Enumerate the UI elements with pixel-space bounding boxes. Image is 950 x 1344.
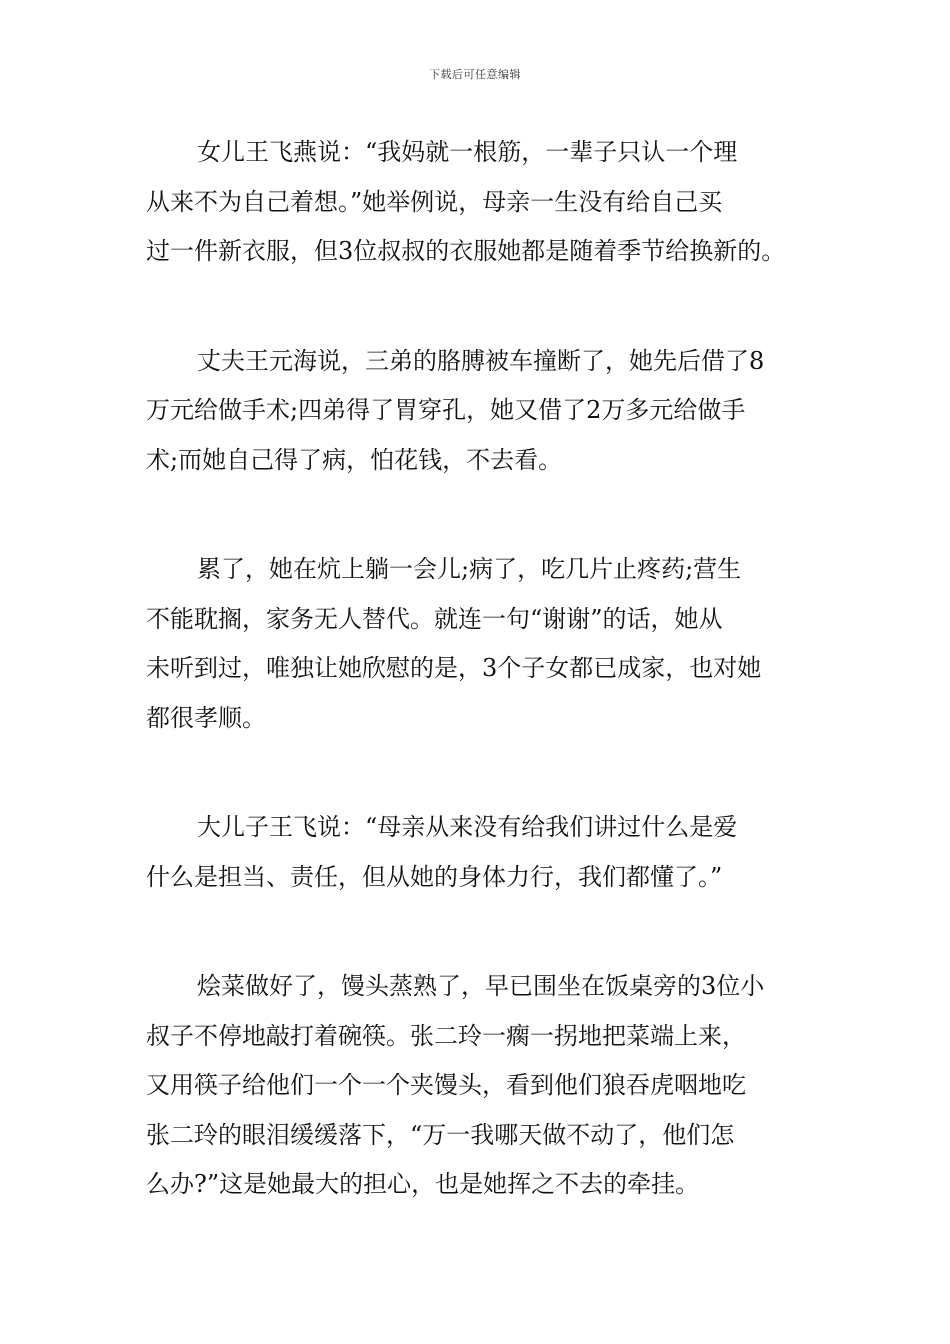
page-header: 下载后可任意编辑 — [429, 68, 521, 81]
text-line: 丈夫王元海说，三弟的胳膊被车撞断了，她先后借了8 — [197, 346, 765, 375]
text-line: 都很孝顺。 — [146, 703, 266, 732]
document-body — [146, 128, 826, 1210]
text-line: 术;而她自己得了病，怕花钱，不去看。 — [146, 445, 563, 474]
text-line: 未听到过，唯独让她欣慰的是，3个子女都已成家，也对她 — [146, 654, 762, 682]
text-line: 么办?”这是她最大的担心，也是她挥之不去的牵挂。 — [146, 1170, 700, 1198]
paragraph — [146, 337, 826, 486]
text-line: 女儿王飞燕说：“我妈就一根筋，一辈子只认一个理 — [197, 138, 738, 166]
text-line: 烩菜做好了，馒头蒸熟了，早已围坐在饭桌旁的3位小 — [197, 972, 765, 1000]
paragraph — [146, 545, 826, 743]
text-line: 张二玲的眼泪缓缓落下，“万一我哪天做不动了，他们怎 — [146, 1120, 735, 1149]
text-line: 不能耽搁，家务无人替代。就连一句“谢谢”的话，她从 — [146, 604, 723, 633]
paragraph — [146, 128, 826, 277]
text-line: 从来不为自己着想。”她举例说，母亲一生没有给自己买 — [146, 187, 723, 216]
text-line: 万元给做手术;四弟得了胃穿孔，她又借了2万多元给做手 — [146, 396, 746, 424]
text-line: 叔子不停地敲打着碗筷。张二玲一瘸一拐地把菜端上来， — [146, 1021, 746, 1050]
text-line: 什么是担当、责任，但从她的身体力行，我们都懂了。” — [146, 862, 723, 891]
paragraph — [146, 962, 826, 1210]
text-line: 累了，她在炕上躺一会儿;病了，吃几片止疼药;营生 — [197, 555, 742, 583]
text-line: 过一件新衣服，但3位叔叔的衣服她都是随着季节给换新的。 — [146, 237, 786, 265]
paragraph — [146, 803, 826, 902]
text-line: 又用筷子给他们一个一个夹馒头，看到他们狼吞虎咽地吃 — [146, 1071, 746, 1099]
text-line: 大儿子王飞说：“母亲从来没有给我们讲过什么是爱 — [197, 813, 738, 841]
